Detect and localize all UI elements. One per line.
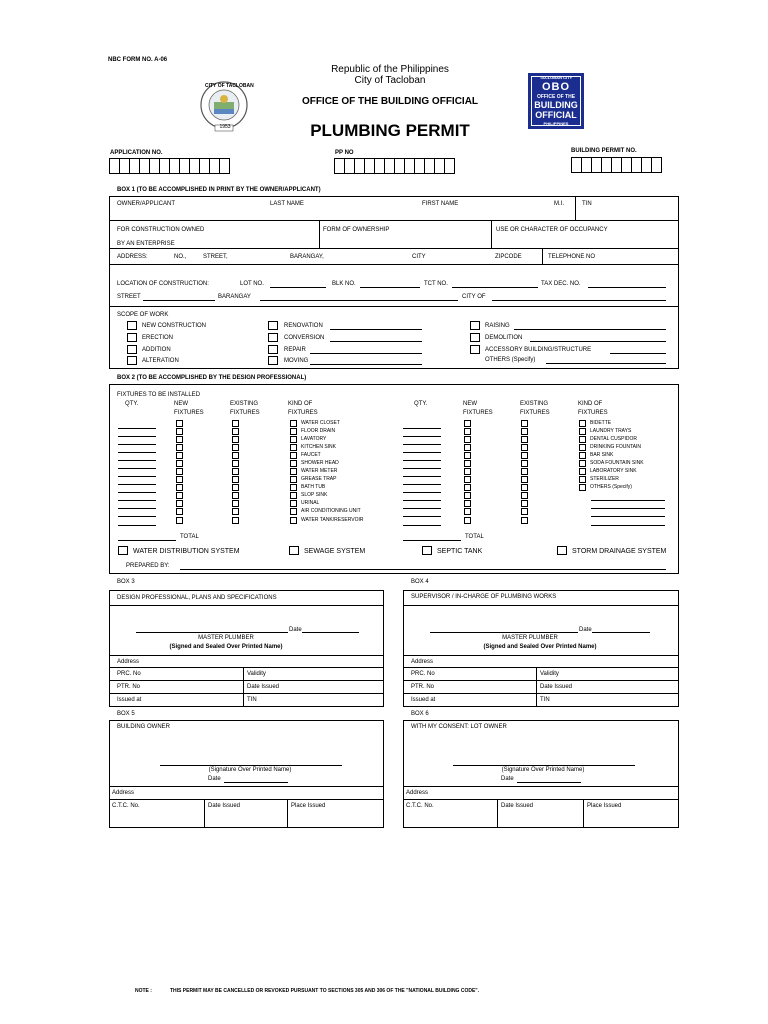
blk-no-label: BLK NO.	[332, 281, 356, 287]
street-label: STREET,	[203, 254, 228, 260]
kind-fixture-checkbox[interactable]	[579, 444, 586, 451]
box6-heading: WITH MY CONSENT: LOT OWNER	[411, 724, 507, 730]
scope-label: ALTERATION	[142, 358, 179, 364]
scope-accessory-field[interactable]	[610, 353, 666, 354]
date-label: Date	[208, 776, 221, 782]
existing-fixture-checkbox[interactable]	[232, 492, 239, 499]
kind-of-header: KIND OF	[578, 401, 603, 407]
telephone-label: TELEPHONE NO	[548, 254, 596, 260]
scope-label: ERECTION	[142, 335, 174, 341]
scope-raising-field[interactable]	[514, 329, 666, 330]
system-label: SEWAGE SYSTEM	[304, 548, 366, 555]
date-label: Date	[289, 627, 302, 633]
scope-label: NEW CONSTRUCTION	[142, 323, 206, 329]
barangay-label: BARANGAY,	[290, 254, 324, 260]
fixture-label: OTHERS (Specify)	[590, 484, 632, 490]
kind-of-header: KIND OF	[288, 401, 313, 407]
qty-field[interactable]	[403, 428, 441, 429]
first-name-label: FIRST NAME	[422, 201, 459, 207]
new-fixture-checkbox[interactable]	[176, 492, 183, 499]
box4-heading: SUPERVISOR / IN-CHARGE OF PLUMBING WORKS	[411, 594, 557, 600]
scope-raising-checkbox[interactable]	[470, 321, 480, 330]
new-fixture-checkbox[interactable]	[464, 500, 471, 507]
pp-no-field[interactable]	[334, 158, 454, 174]
tax-dec-no-field[interactable]	[588, 287, 666, 288]
kind-fixture-checkbox[interactable]	[290, 420, 297, 427]
new-fixture-checkbox[interactable]	[176, 428, 183, 435]
total-field[interactable]	[118, 540, 176, 541]
fixture-label: BAR SINK	[590, 452, 614, 458]
existing-fixture-checkbox[interactable]	[521, 508, 528, 515]
new-fixture-checkbox[interactable]	[176, 436, 183, 443]
box5-label: BOX 5	[117, 711, 135, 717]
storm-drainage-checkbox[interactable]	[557, 546, 567, 555]
new-fixture-checkbox[interactable]	[176, 484, 183, 491]
kind-fixture-checkbox[interactable]	[290, 452, 297, 459]
qty-field[interactable]	[403, 484, 441, 485]
box1-heading: BOX 1 (TO BE ACCOMPLISHED IN PRINT BY THE OWNER/APPLICANT)	[117, 187, 321, 193]
office-text: OFFICE OF THE BUILDING OFFICIAL	[301, 96, 479, 107]
qty-field[interactable]	[118, 525, 156, 526]
kind-fixture-checkbox[interactable]	[579, 468, 586, 475]
lot-no-field[interactable]	[270, 287, 326, 288]
ptr-no-label: PTR. No	[411, 684, 435, 690]
existing-header: EXISTING	[230, 401, 259, 407]
scope-label: RENOVATION	[284, 323, 323, 329]
new-fixture-checkbox[interactable]	[464, 460, 471, 467]
city-label: CITY	[412, 254, 426, 260]
date-issued-label: Date Issued	[208, 803, 241, 809]
master-plumber-label: MASTER PLUMBER	[502, 635, 558, 641]
scope-label: ACCESSORY BUILDING/STRUCTURE	[485, 347, 592, 353]
fixture-label: SODA FOUNTAIN SINK	[590, 460, 644, 466]
fixture-label: DRINKING FOUNTAIN	[590, 444, 642, 450]
kind-fixture-checkbox[interactable]	[290, 476, 297, 483]
city-text: City of Tacloban	[354, 75, 426, 86]
kind-fixture-checkbox[interactable]	[579, 420, 586, 427]
existing-fixture-checkbox[interactable]	[232, 420, 239, 427]
scope-label: CONVERSION	[284, 335, 325, 341]
qty-field[interactable]	[118, 476, 156, 477]
fixture-label: LAUNDRY TRAYS	[590, 428, 632, 434]
zipcode-label: ZIPCODE	[495, 254, 522, 260]
existing-fixture-checkbox[interactable]	[521, 428, 528, 435]
scope-label: OTHERS (Specify)	[485, 357, 536, 363]
seal-year: 1953	[219, 124, 231, 130]
scope-renovation-checkbox[interactable]	[268, 321, 278, 330]
other-fixture-field[interactable]	[591, 500, 665, 501]
logo-line2: BUILDING	[534, 100, 578, 110]
scope-new-construction-checkbox[interactable]	[127, 321, 137, 330]
kind-fixture-checkbox[interactable]	[579, 436, 586, 443]
fixtures-to-be-installed-label: FIXTURES TO BE INSTALLED	[117, 392, 201, 398]
logo-line3: OFFICIAL	[535, 110, 577, 120]
fixture-label: DENTAL CUSPIDOR	[590, 436, 637, 442]
qty-field[interactable]	[118, 516, 156, 517]
tin-label: TIN	[247, 697, 257, 703]
signature-label: (Signature Over Printed Name)	[208, 767, 292, 773]
new-fixture-checkbox[interactable]	[176, 476, 183, 483]
scope-alteration-checkbox[interactable]	[127, 356, 137, 365]
qty-field[interactable]	[403, 492, 441, 493]
new-fixture-checkbox[interactable]	[176, 452, 183, 459]
fixture-label: KITCHEN SINK	[301, 444, 337, 450]
qty-field[interactable]	[118, 436, 156, 437]
address-label: Address	[112, 790, 135, 796]
existing-fixture-checkbox[interactable]	[232, 500, 239, 507]
place-issued-label: Place Issued	[291, 803, 326, 809]
qty-field[interactable]	[403, 516, 441, 517]
new-fixture-checkbox[interactable]	[176, 517, 183, 524]
no-label: NO.,	[174, 254, 187, 260]
fixture-label: WATER METER	[301, 468, 338, 474]
kind-fixture-checkbox[interactable]	[290, 468, 297, 475]
new-fixture-checkbox[interactable]	[176, 444, 183, 451]
qty-field[interactable]	[118, 468, 156, 469]
address-label: ADDRESS:	[117, 254, 148, 260]
logo-bottom-text: PHILIPPINES	[543, 121, 569, 126]
scope-moving-field[interactable]	[310, 364, 422, 365]
application-no-label: APPLICATION NO.	[110, 150, 163, 156]
address-label: Address	[406, 790, 429, 796]
existing-fixture-checkbox[interactable]	[521, 484, 528, 491]
qty-field[interactable]	[118, 452, 156, 453]
by-an-enterprise-label: BY AN ENTERPRISE	[117, 241, 175, 247]
new-fixture-checkbox[interactable]	[176, 460, 183, 467]
tin-label: TIN	[540, 697, 550, 703]
kind-fixture-checkbox[interactable]	[290, 436, 297, 443]
new-fixture-checkbox[interactable]	[464, 428, 471, 435]
existing-fixture-checkbox[interactable]	[521, 468, 528, 475]
scope-label: ADDITION	[142, 347, 171, 353]
existing-fixture-checkbox[interactable]	[232, 517, 239, 524]
box2-heading: BOX 2 (TO BE ACCOMPLISHED BY THE DESIGN PROFESSIONAL)	[117, 375, 307, 381]
existing-header: EXISTING	[520, 401, 549, 407]
fixture-label: URINAL	[301, 500, 320, 506]
box6-label: BOX 6	[411, 711, 429, 717]
note-label: NOTE :	[135, 988, 152, 994]
new-fixture-checkbox[interactable]	[464, 444, 471, 451]
new-fixture-checkbox[interactable]	[464, 508, 471, 515]
fixture-label: BATH TUB	[301, 484, 326, 490]
qty-field[interactable]	[403, 468, 441, 469]
scope-conversion-checkbox[interactable]	[268, 333, 278, 342]
water-distribution-checkbox[interactable]	[118, 546, 128, 555]
existing-fixture-checkbox[interactable]	[232, 484, 239, 491]
existing-fixture-checkbox[interactable]	[232, 468, 239, 475]
tin-label: TIN	[582, 201, 592, 207]
scope-renovation-field[interactable]	[330, 329, 422, 330]
existing-fixture-checkbox[interactable]	[521, 500, 528, 507]
new-header: NEW	[463, 401, 477, 407]
date-label: Date	[579, 627, 592, 633]
box3-date-field[interactable]	[302, 632, 359, 633]
qty-field[interactable]	[118, 492, 156, 493]
sewage-system-checkbox[interactable]	[289, 546, 299, 555]
fixture-label: WATER CLOSET	[301, 420, 340, 426]
signature-label: (Signature Over Printed Name)	[501, 767, 585, 773]
fixtures-header: FIXTURES	[520, 410, 550, 416]
new-fixture-checkbox[interactable]	[176, 468, 183, 475]
fixture-label: STERILIZER	[590, 476, 619, 482]
scope-addition-checkbox[interactable]	[127, 345, 137, 354]
scope-demolition-field[interactable]	[530, 341, 666, 342]
kind-fixture-checkbox[interactable]	[290, 428, 297, 435]
qty-field[interactable]	[403, 508, 441, 509]
septic-tank-checkbox[interactable]	[422, 546, 432, 555]
qty-field[interactable]	[118, 484, 156, 485]
prc-no-label: PRC. No	[117, 671, 141, 677]
last-name-label: LAST NAME	[270, 201, 304, 207]
existing-fixture-checkbox[interactable]	[232, 476, 239, 483]
existing-fixture-checkbox[interactable]	[232, 428, 239, 435]
other-fixture-field[interactable]	[591, 525, 665, 526]
city-of-field[interactable]	[492, 300, 666, 301]
qty-field[interactable]	[118, 428, 156, 429]
fixture-label: FLOOR DRAIN	[301, 428, 336, 434]
ptr-no-label: PTR. No	[117, 684, 141, 690]
box5-heading: BUILDING OWNER	[117, 724, 171, 730]
pp-no-label: PP NO	[335, 150, 354, 156]
existing-fixture-checkbox[interactable]	[232, 436, 239, 443]
qty-field[interactable]	[403, 436, 441, 437]
tct-no-field[interactable]	[452, 287, 538, 288]
date-issued-label: Date Issued	[501, 803, 534, 809]
scope-others-field[interactable]	[546, 363, 666, 364]
scope-label: RAISING	[485, 323, 510, 329]
kind-fixture-checkbox[interactable]	[579, 476, 586, 483]
date-issued-label: Date Issued	[540, 684, 573, 690]
total-field[interactable]	[403, 540, 461, 541]
new-fixture-checkbox[interactable]	[464, 452, 471, 459]
scope-moving-checkbox[interactable]	[268, 356, 278, 365]
tax-dec-no-label: TAX DEC. NO.	[541, 281, 581, 287]
scope-repair-field[interactable]	[310, 353, 422, 354]
existing-fixture-checkbox[interactable]	[521, 420, 528, 427]
box4-label: BOX 4	[411, 579, 429, 585]
existing-fixture-checkbox[interactable]	[521, 444, 528, 451]
kind-fixture-checkbox[interactable]	[579, 452, 586, 459]
fixtures-header: FIXTURES	[288, 410, 318, 416]
existing-fixture-checkbox[interactable]	[521, 517, 528, 524]
existing-fixture-checkbox[interactable]	[232, 508, 239, 515]
fixtures-header: FIXTURES	[463, 410, 493, 416]
kind-fixture-checkbox[interactable]	[579, 460, 586, 467]
qty-field[interactable]	[403, 452, 441, 453]
box6-date-field[interactable]	[517, 782, 581, 783]
scope-erection-checkbox[interactable]	[127, 333, 137, 342]
master-plumber-label: MASTER PLUMBER	[198, 635, 254, 641]
barangay2-label: BARANGAY	[218, 294, 251, 300]
kind-fixture-checkbox[interactable]	[290, 508, 297, 515]
new-fixture-checkbox[interactable]	[464, 420, 471, 427]
date-label: Date	[501, 776, 514, 782]
barangay2-field[interactable]	[260, 300, 458, 301]
blk-no-field[interactable]	[360, 287, 420, 288]
existing-fixture-checkbox[interactable]	[521, 452, 528, 459]
logo-line1: OFFICE OF THE	[536, 94, 576, 100]
issued-at-label: Issued at	[117, 697, 142, 703]
qty-header: QTY.	[125, 401, 139, 407]
tct-no-label: TCT NO.	[424, 281, 448, 287]
box5	[109, 720, 384, 828]
validity-label: Validity	[540, 671, 559, 677]
issued-at-label: Issued at	[411, 697, 436, 703]
box4-signature-field[interactable]	[430, 632, 578, 633]
box3-heading: DESIGN PROFESSIONAL, PLANS AND SPECIFICATIONS	[117, 595, 277, 601]
prepared-by-label: PREPARED BY:	[126, 563, 170, 569]
qty-header: QTY.	[414, 401, 428, 407]
ctc-no-label: C.T.C. No.	[112, 803, 140, 809]
location-label: LOCATION OF CONSTRUCTION:	[117, 281, 209, 287]
prepared-by-field[interactable]	[180, 569, 666, 570]
note-text: THIS PERMIT MAY BE CANCELLED OR REVOKED PURSUANT TO SECTIONS 305 AND 306 OF THE "NATIONAL BUILDING CODE".	[170, 988, 480, 994]
ctc-no-label: C.T.C. No.	[406, 803, 434, 809]
system-label: WATER DISTRIBUTION SYSTEM	[133, 548, 240, 555]
new-fixture-checkbox[interactable]	[464, 468, 471, 475]
page-title: PLUMBING PERMIT	[310, 121, 470, 140]
building-permit-no-label: BUILDING PERMIT NO.	[571, 148, 637, 154]
qty-field[interactable]	[403, 525, 441, 526]
new-fixture-checkbox[interactable]	[464, 484, 471, 491]
street2-label: STREET	[117, 294, 141, 300]
existing-fixture-checkbox[interactable]	[232, 452, 239, 459]
new-header: NEW	[174, 401, 188, 407]
fixtures-header: FIXTURES	[578, 410, 608, 416]
box3-label: BOX 3	[117, 579, 135, 585]
signed-sealed-label: (Signed and Sealed Over Printed Name)	[483, 644, 597, 650]
existing-fixture-checkbox[interactable]	[521, 476, 528, 483]
existing-fixture-checkbox[interactable]	[521, 492, 528, 499]
building-permit-no-field[interactable]	[571, 157, 661, 173]
existing-fixture-checkbox[interactable]	[521, 436, 528, 443]
other-fixture-field[interactable]	[591, 508, 665, 509]
kind-fixture-checkbox[interactable]	[290, 484, 297, 491]
scope-accessory-checkbox[interactable]	[470, 345, 480, 354]
new-fixture-checkbox[interactable]	[464, 517, 471, 524]
validity-label: Validity	[247, 671, 266, 677]
qty-field[interactable]	[118, 500, 156, 501]
fixture-label: LABORATORY SINK	[590, 468, 637, 474]
qty-field[interactable]	[403, 460, 441, 461]
fixture-label: SHOWER HEAD	[301, 460, 339, 466]
signed-sealed-label: (Signed and Sealed Over Printed Name)	[169, 644, 283, 650]
box4-date-field[interactable]	[592, 632, 650, 633]
scope-demolition-checkbox[interactable]	[470, 333, 480, 342]
kind-fixture-checkbox[interactable]	[290, 444, 297, 451]
fixture-label: FAUCET	[301, 452, 321, 458]
city-of-label: CITY OF	[462, 294, 486, 300]
scope-conversion-field[interactable]	[330, 341, 422, 342]
qty-field[interactable]	[118, 444, 156, 445]
total-label: TOTAL	[180, 534, 199, 540]
fixture-label: WATER TANK/RESERVOIR	[301, 517, 364, 523]
qty-field[interactable]	[403, 444, 441, 445]
existing-fixture-checkbox[interactable]	[232, 444, 239, 451]
qty-field[interactable]	[403, 476, 441, 477]
kind-fixture-checkbox[interactable]	[579, 428, 586, 435]
form-of-ownership-label: FORM OF OWNERSHIP	[323, 227, 390, 233]
place-issued-label: Place Issued	[587, 803, 622, 809]
scope-of-work-label: SCOPE OF WORK	[117, 312, 169, 318]
kind-fixture-checkbox[interactable]	[290, 492, 297, 499]
fixture-label: GREASE TRAP	[301, 476, 337, 482]
qty-field[interactable]	[118, 508, 156, 509]
scope-repair-checkbox[interactable]	[268, 345, 278, 354]
logo-abbr: OBO	[541, 81, 571, 93]
fixture-label: BIDETTE	[590, 420, 612, 426]
fixture-label: SLOP SINK	[301, 492, 328, 498]
new-fixture-checkbox[interactable]	[176, 420, 183, 427]
address-label: Address	[117, 659, 140, 665]
system-label: STORM DRAINAGE SYSTEM	[572, 548, 667, 555]
logo-top-text: TACLOBAN CITY	[539, 75, 573, 80]
date-issued-label: Date Issued	[247, 684, 280, 690]
owner-applicant-label: OWNER/APPLICANT	[117, 201, 176, 207]
republic-text: Republic of the Philippines	[331, 64, 449, 75]
kind-fixture-checkbox[interactable]	[290, 500, 297, 507]
box6	[403, 720, 679, 828]
existing-fixture-checkbox[interactable]	[232, 460, 239, 467]
application-no-field[interactable]	[109, 158, 229, 174]
system-label: SEPTIC TANK	[437, 548, 483, 555]
fixture-label: LAVATORY	[301, 436, 327, 442]
box5-date-field[interactable]	[224, 782, 288, 783]
new-fixture-checkbox[interactable]	[176, 508, 183, 515]
scope-label: REPAIR	[284, 347, 306, 353]
scope-label: DEMOLITION	[485, 335, 523, 341]
fixtures-header: FIXTURES	[174, 410, 204, 416]
lot-no-label: LOT NO.	[240, 281, 264, 287]
for-construction-owned-label: FOR CONSTRUCTION OWNED	[117, 227, 205, 233]
qty-field[interactable]	[118, 460, 156, 461]
kind-fixture-checkbox[interactable]	[290, 460, 297, 467]
prc-no-label: PRC. No	[411, 671, 435, 677]
street2-field[interactable]	[143, 300, 215, 301]
existing-fixture-checkbox[interactable]	[521, 460, 528, 467]
box3-signature-field[interactable]	[136, 632, 288, 633]
new-fixture-checkbox[interactable]	[464, 476, 471, 483]
new-fixture-checkbox[interactable]	[464, 492, 471, 499]
use-or-character-label: USE OR CHARACTER OF OCCUPANCY	[496, 227, 608, 233]
form-number: NBC FORM NO. A-06	[108, 57, 168, 63]
fixture-label: AIR CONDITIONING UNIT	[301, 508, 361, 514]
new-fixture-checkbox[interactable]	[464, 436, 471, 443]
other-fixture-field[interactable]	[591, 516, 665, 517]
mi-label: M.I.	[554, 201, 564, 207]
fixtures-header: FIXTURES	[230, 410, 260, 416]
kind-fixture-checkbox[interactable]	[579, 484, 586, 491]
total-label: TOTAL	[465, 534, 484, 540]
new-fixture-checkbox[interactable]	[176, 500, 183, 507]
scope-label: MOVING	[284, 358, 309, 364]
qty-field[interactable]	[403, 500, 441, 501]
kind-fixture-checkbox[interactable]	[290, 517, 297, 524]
seal-text: CITY OF TACLOBAN	[205, 83, 254, 89]
address-label: Address	[411, 659, 434, 665]
